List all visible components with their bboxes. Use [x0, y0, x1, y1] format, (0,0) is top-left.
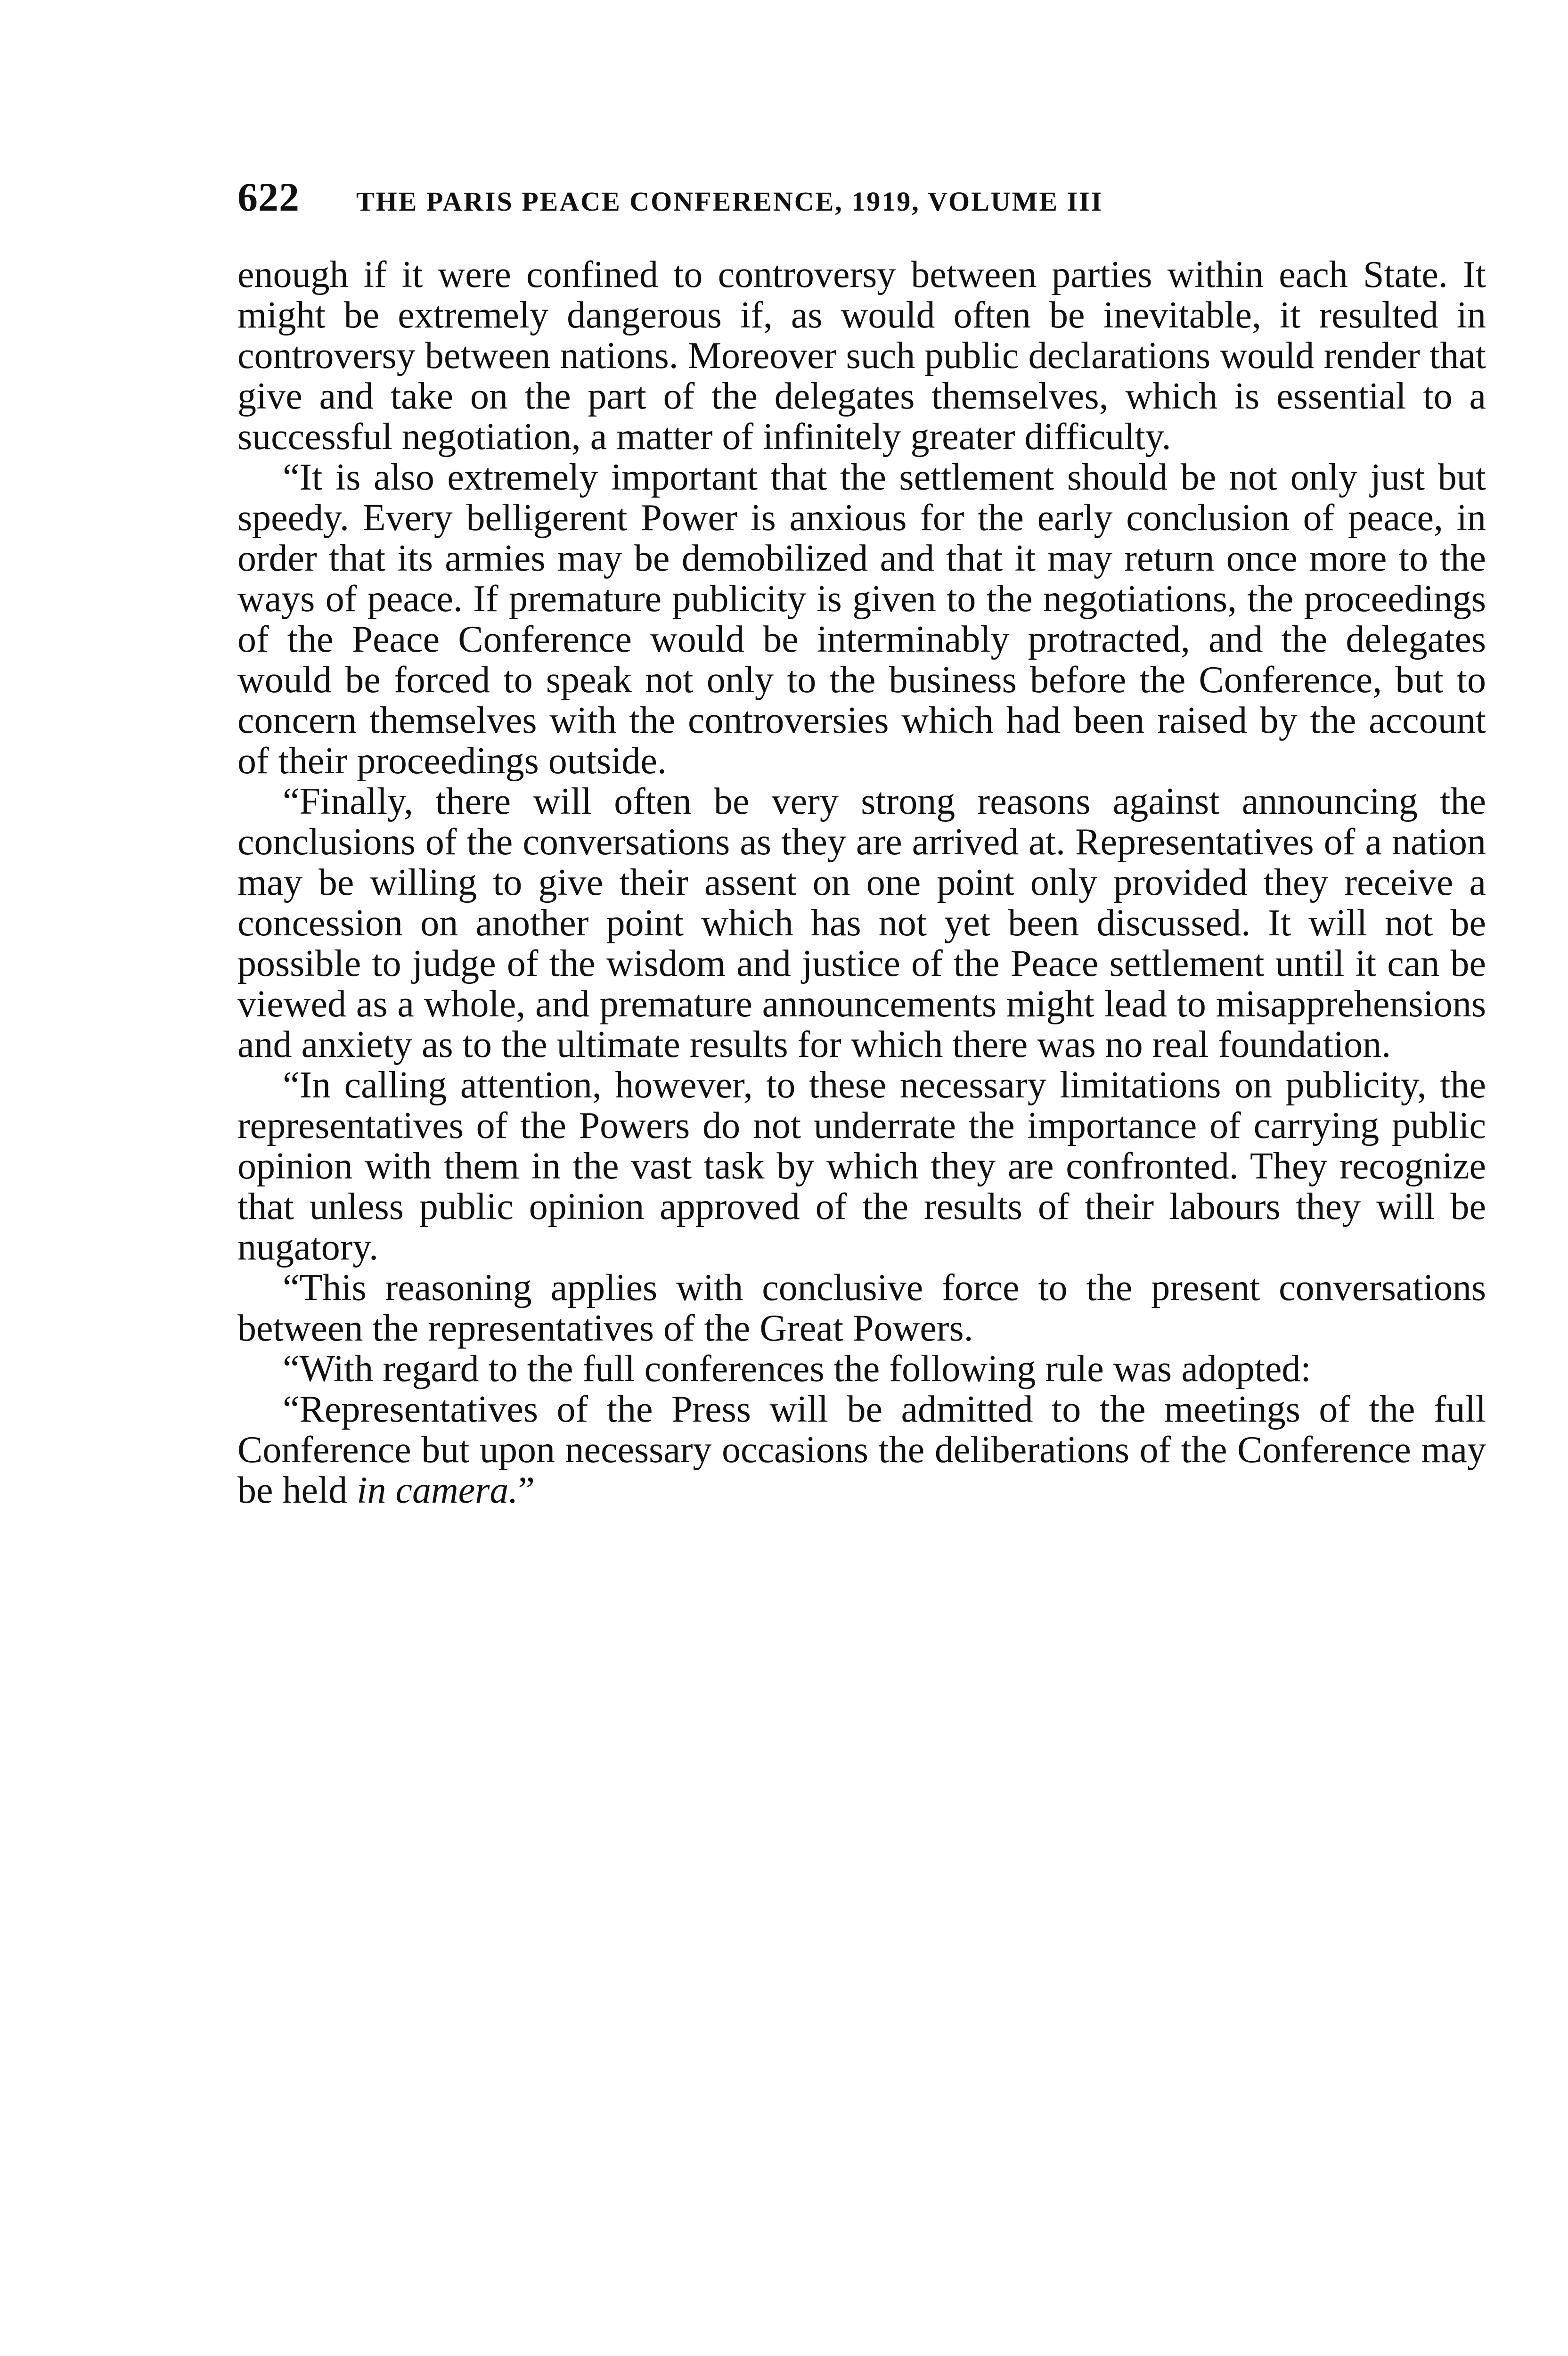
body-text [237, 254, 1486, 1511]
paragraph-5: “This reasoning applies with conclusive force to the present conversations between the representatives of the Great Powers. [237, 1267, 1486, 1349]
paragraph-6: “With regard to the full conferences the following rule was adopted: [283, 1348, 1311, 1390]
in-camera-italic: in camera. [357, 1470, 518, 1511]
running-title: THE PARIS PEACE CONFERENCE, 1919, VOLUME III [356, 186, 1103, 217]
paragraph-7-text: “Representatives of the Press will be admitted to the meetings of the full Conference but upon necessary occasions the deliberations of the Conference may be held [237, 1389, 1486, 1511]
running-header [237, 173, 1340, 221]
paragraph-7 [237, 1389, 1486, 1511]
page-number: 622 [237, 174, 300, 220]
paragraph-2: “It is also extremely important that the settlement should be not only just but speedy. Every belligerent Power is anxious for the early conclusion of peace, in order that its armies may be demobilized and that it may return once more to the ways of peace. If premature publicity is given to the negotiations, the proceedings of the Peace Conference would be interminably protracted, and the delegates would be forced to speak not only to the business before the Conference, but to concern themselves with the controversies which had been raised by the account of their proceedings outside. [237, 457, 1486, 782]
paragraph-3: “Finally, there will often be very strong reasons against announcing the conclusions of the conversations as they are arrived at. Representatives of a nation may be willing to give their assent on one point only provided they receive a concession on another point which has not yet been discussed. It will not be possible to judge of the wisdom and justice of the Peace settlement until it can be viewed as a whole, and premature announcements might lead to misapprehensions and anxiety as to the ultimate results for which there was no real foundation. [237, 781, 1486, 1065]
paragraph-1: enough if it were confined to controversy between parties within each State. It might be extremely dangerous if, as would often be inevitable, it resulted in controversy between nations. Moreover such public declarations would render that give and take on the part of the delegates themselves, which is essential to a successful negotiation, a matter of infinitely greater difficulty. [237, 254, 1486, 458]
paragraph-4: “In calling attention, however, to these necessary limitations on publicity, the representatives of the Powers do not underrate the importance of carrying public opinion with them in the vast task by which they are confronted. They recognize that unless public opinion approved of the results of their labours they will be nugatory. [237, 1064, 1486, 1268]
closing-quote: ” [518, 1470, 535, 1511]
